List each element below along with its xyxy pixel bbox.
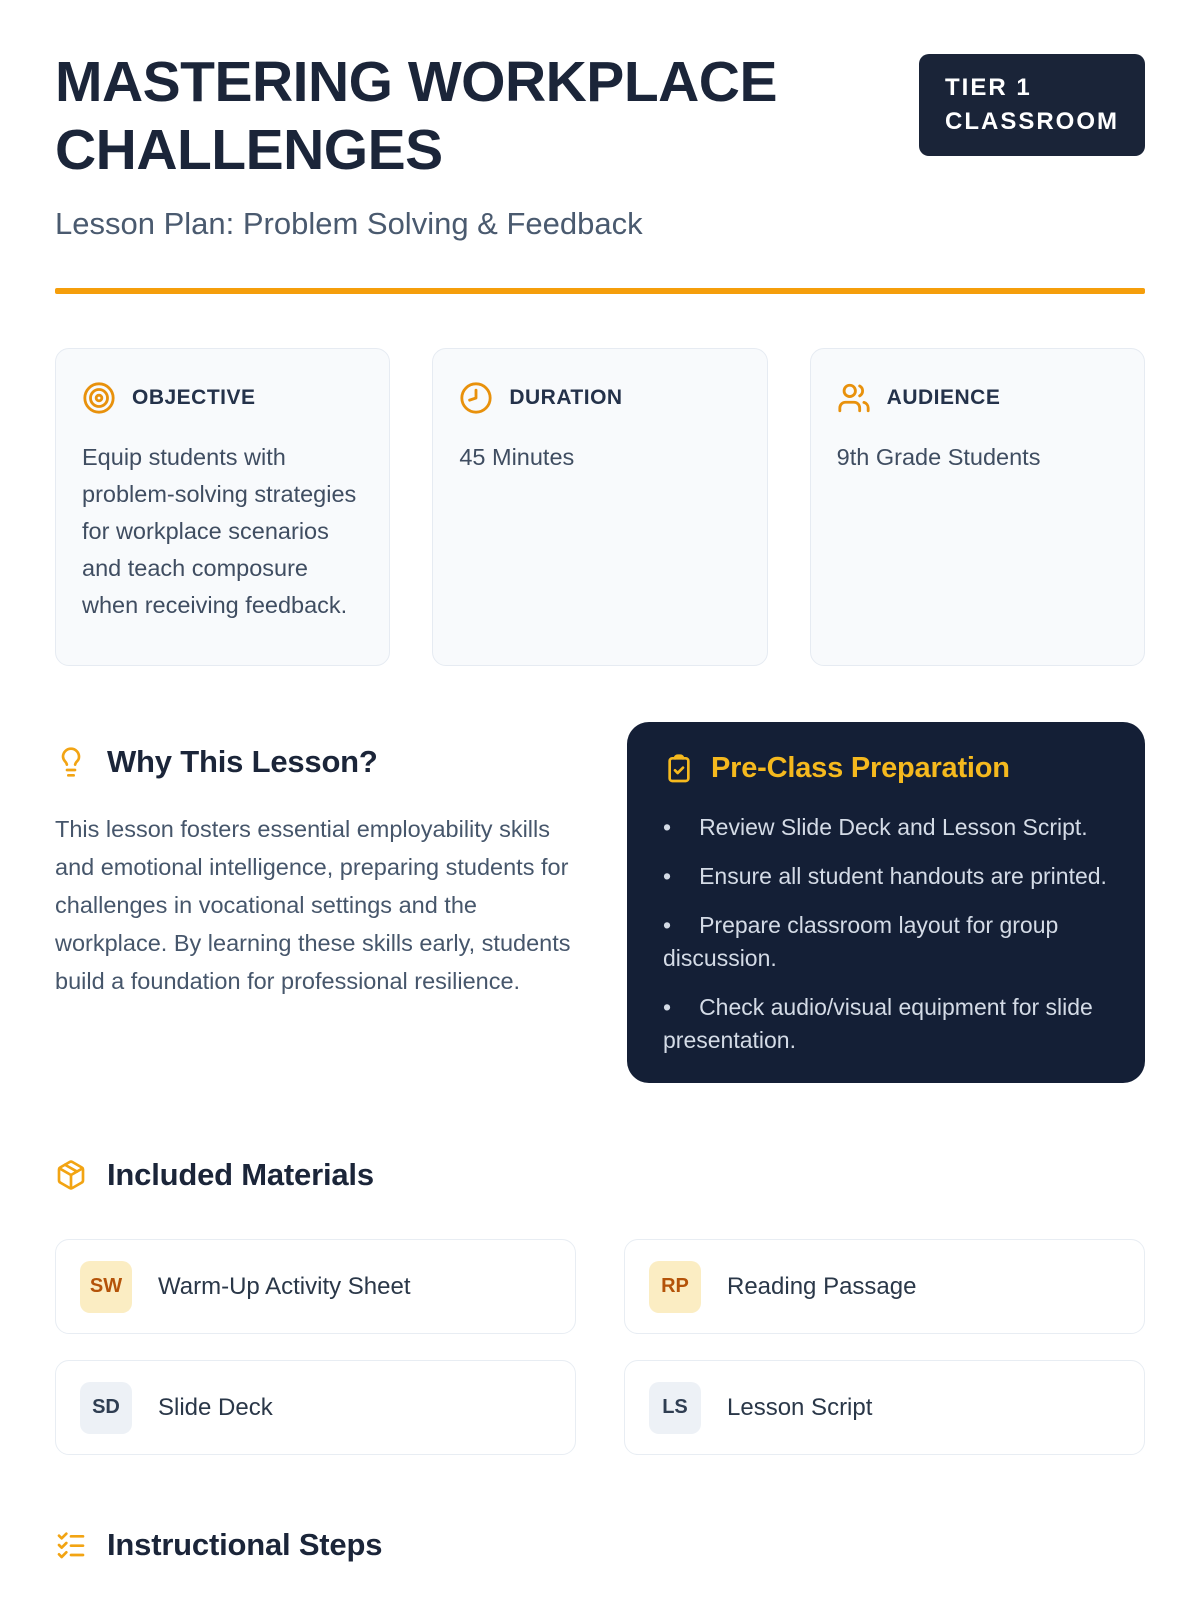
why-heading: Why This Lesson? (107, 744, 378, 779)
material-name: Warm-Up Activity Sheet (158, 1272, 411, 1300)
tier-badge-line1: TIER 1 (945, 74, 1032, 101)
material-name: Lesson Script (727, 1393, 873, 1421)
bullet-dot: • (663, 814, 672, 840)
prep-heading: Pre-Class Preparation (711, 752, 1010, 784)
accent-divider (55, 288, 1145, 294)
materials-heading: Included Materials (107, 1157, 374, 1192)
steps-section-head (55, 1527, 1145, 1563)
material-abbr-badge: RP (649, 1261, 701, 1313)
audience-label: AUDIENCE (886, 386, 1001, 409)
why-and-prep-section (55, 722, 1145, 1083)
page-title: MASTERING WORKPLACE CHALLENGES (55, 50, 777, 182)
material-name: Slide Deck (158, 1393, 273, 1421)
materials-section-head (55, 1157, 1145, 1193)
lightbulb-icon (55, 746, 87, 778)
clock-icon (459, 381, 493, 415)
prep-item: • Ensure all student handouts are printed. (663, 863, 1107, 889)
tier-badge-line2: CLASSROOM (945, 108, 1119, 135)
prep-item: • Check audio/visual equipment for slide presentation. (663, 994, 1093, 1053)
duration-card (432, 348, 767, 666)
materials-grid (55, 1239, 1145, 1455)
material-warm-up-activity-sheet[interactable] (55, 1239, 576, 1334)
info-cards-row (55, 348, 1145, 666)
steps-heading: Instructional Steps (107, 1527, 383, 1562)
why-body-text: This lesson fosters essential employability skills and emotional intelligence, preparing students for challenges in vocational settings and the workplace. By learning these skills early, students build a foundation for professional resilience. (55, 816, 571, 994)
prep-item: • Prepare classroom layout for group discussion. (663, 912, 1059, 971)
duration-text: 45 Minutes (459, 444, 575, 470)
header (55, 48, 1145, 184)
material-abbr-badge: LS (649, 1382, 701, 1434)
bullet-dot: • (663, 912, 672, 938)
clipboard-check-icon (663, 753, 695, 785)
material-abbr-badge: SD (80, 1382, 132, 1434)
material-reading-passage[interactable] (624, 1239, 1145, 1334)
pre-class-preparation-card (627, 722, 1145, 1083)
audience-card (810, 348, 1145, 666)
material-slide-deck[interactable] (55, 1360, 576, 1455)
bullet-dot: • (663, 994, 672, 1020)
tier-badge (919, 54, 1145, 156)
duration-label: DURATION (509, 386, 623, 409)
package-icon (55, 1159, 87, 1191)
material-name: Reading Passage (727, 1272, 917, 1300)
bullet-dot: • (663, 863, 672, 889)
material-lesson-script[interactable] (624, 1360, 1145, 1455)
audience-text: 9th Grade Students (836, 444, 1041, 470)
users-icon (837, 381, 871, 415)
prep-item: • Review Slide Deck and Lesson Script. (663, 814, 1088, 840)
why-section (55, 722, 575, 1000)
objective-text: Equip students with problem-solving strategies for workplace scenarios and teach composure when receiving feedback. (82, 444, 357, 618)
material-abbr-badge: SW (80, 1261, 132, 1313)
objective-label: OBJECTIVE (132, 386, 256, 409)
target-icon (82, 381, 116, 415)
list-checks-icon (55, 1529, 87, 1561)
objective-card (55, 348, 390, 666)
page-subtitle: Lesson Plan: Problem Solving & Feedback (55, 206, 643, 241)
